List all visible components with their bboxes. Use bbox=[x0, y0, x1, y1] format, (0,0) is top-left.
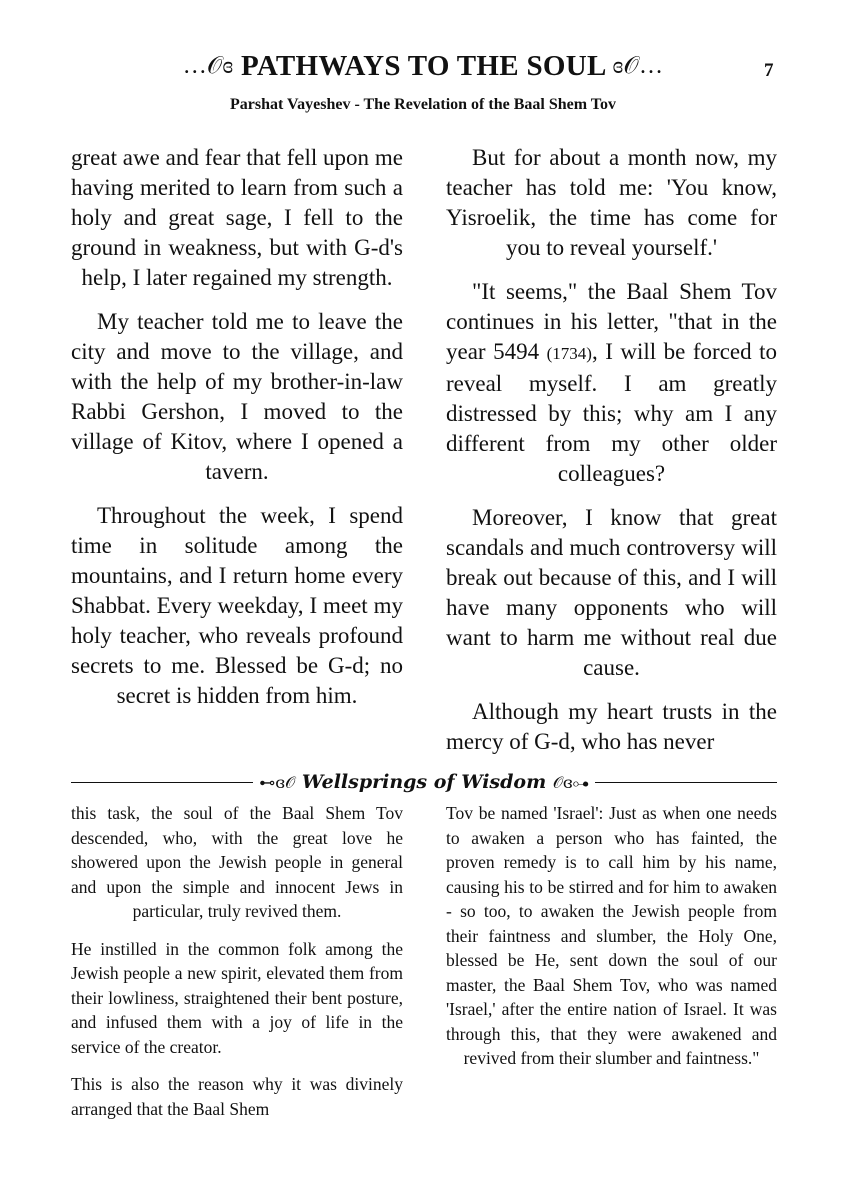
wellsprings-column-right bbox=[446, 801, 777, 1084]
paragraph: Although my heart trusts in the mercy of G-d, who has never bbox=[446, 699, 777, 754]
paragraph: Moreover, I know that great scandals and much controversy will break out because of this, and I will have many opponents who will want to harm me without real due cause. bbox=[446, 505, 777, 680]
wellsprings-heading bbox=[253, 771, 594, 793]
ornament-left-icon: …𝒪ɞ bbox=[182, 53, 234, 79]
running-header bbox=[0, 50, 846, 83]
year-note: (1734) bbox=[546, 344, 592, 363]
page-number: 7 bbox=[764, 60, 774, 81]
divider-line bbox=[595, 782, 777, 783]
paragraph: great awe and fear that fell upon me having merited to learn from such a holy and great sage, I fell to the ground in weakness, but with G-d's help, I later regained my strength. bbox=[71, 145, 403, 290]
divider-line bbox=[71, 782, 253, 783]
paragraph: He instilled in the common folk among the Jewish people a new spirit, elevated them from their lowliness, straightened their bent posture, and infused them with a joy of life in the service of the creator. bbox=[71, 938, 403, 1057]
main-column-right bbox=[446, 143, 777, 771]
chapter-subtitle: Parshat Vayeshev - The Revelation of the Baal Shem Tov bbox=[230, 96, 616, 113]
wellsprings-divider bbox=[71, 768, 777, 796]
ornament-left-icon: ⊷ɞ𝒪 bbox=[259, 773, 296, 792]
paragraph-text: "It seems," the Baal Shem Tov continues in his letter, "that in the year 5494 bbox=[446, 279, 777, 364]
paragraph: Throughout the week, I spend time in solitude among the mountains, and I return home every Shabbat. Every weekday, I meet my holy teacher, who reveals profound secrets to me. Blessed be G-d; no secret is hidden from him. bbox=[71, 503, 403, 708]
section-title: Wellsprings of Wisdom bbox=[301, 771, 547, 793]
paragraph: This is also the reason why it was divinely arranged that the Baal Shem bbox=[71, 1074, 403, 1119]
wellsprings-column-left bbox=[71, 801, 403, 1134]
paragraph-text: , I will be forced to reveal myself. I am greatly distressed by this; why am I any different from my other older colleagues? bbox=[446, 339, 778, 486]
paragraph: My teacher told me to leave the city and move to the village, and with the help of my brother-in-law Rabbi Gershon, I moved to the village of Kitov, where I opened a tavern. bbox=[71, 309, 403, 484]
ornament-right-icon: ɞ𝒪… bbox=[612, 53, 664, 79]
book-title: PATHWAYS TO THE SOUL bbox=[240, 50, 606, 82]
paragraph: But for about a month now, my teacher has told me: 'You know, Yisroelik, the time has come for you to reveal yourself.' bbox=[446, 145, 777, 260]
ornament-right-icon: 𝒪ɞ⊶ bbox=[552, 773, 589, 792]
paragraph bbox=[446, 277, 777, 489]
paragraph: Tov be named 'Israel': Just as when one needs to awaken a person who has fainted, the proven remedy is to call him by his name, causing his to be stirred and for him to awaken - so too, to awaken the Jewish people from their faintness and slumber, the Holy One, blessed be He, sent down the soul of our master, the Baal Shem Tov, who was named 'Israel,' after the entire nation of Israel. It was through this, that they were awakened and revived from their slumber and faintness." bbox=[446, 803, 777, 1068]
paragraph: this task, the soul of the Baal Shem Tov descended, who, with the great love he showered upon the Jewish people in general and upon the simple and innocent Jews in particular, truly revived them. bbox=[71, 803, 403, 921]
main-column-left bbox=[71, 143, 403, 725]
